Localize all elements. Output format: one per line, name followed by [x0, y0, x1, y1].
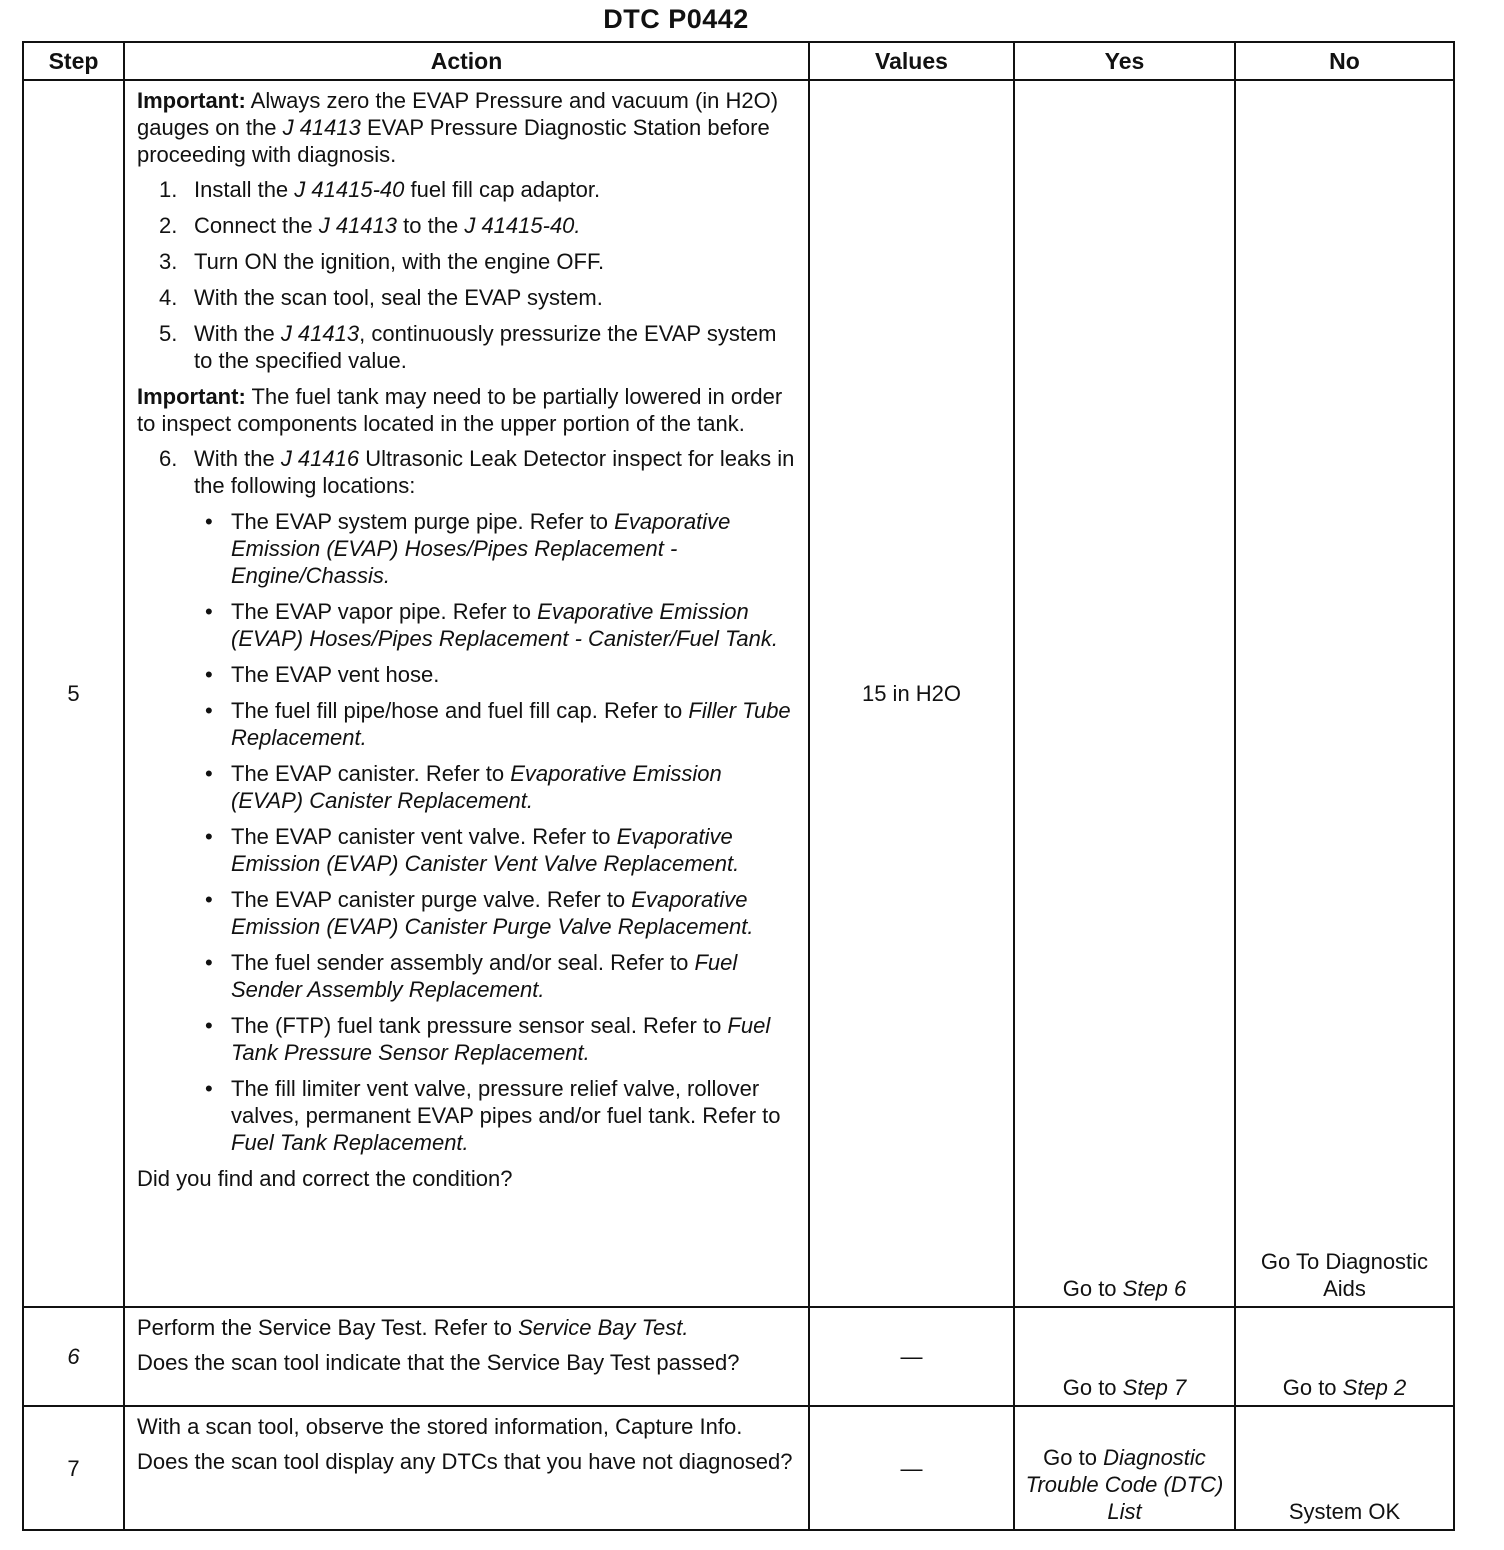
- note-text: Always zero the EVAP Pressure and vacuum (in H2O) gauges on the: [137, 88, 779, 140]
- important-note: [137, 87, 798, 168]
- procedure-ref: Evaporative Emission (EVAP) Canister Replacement.: [231, 761, 722, 813]
- item-text: With the J 41413, continuously pressurize the EVAP system to the specified value.: [194, 321, 777, 373]
- table-row: [23, 1406, 1454, 1530]
- procedure-ref: Fuel Tank Replacement.: [231, 1130, 469, 1155]
- item-number: 6.: [159, 446, 178, 471]
- important-label: Important:: [137, 88, 246, 113]
- bullet-item: • The EVAP vapor pipe. Refer to Evaporative Emission (EVAP) Hoses/Pipes Replacement - Canister/Fuel Tank.: [195, 598, 798, 652]
- bullet-icon: •: [205, 887, 213, 912]
- important-label: Important:: [137, 384, 246, 409]
- yes-cell: Go to Step 7: [1014, 1307, 1235, 1406]
- procedure-ref: Evaporative Emission (EVAP) Canister Purge Valve Replacement.: [231, 887, 754, 939]
- procedure-ref: Filler Tube Replacement.: [231, 698, 791, 750]
- procedure-ref: Fuel Tank Pressure Sensor Replacement.: [231, 1013, 771, 1065]
- page-title: DTC P0442: [603, 4, 749, 34]
- tool-ref: J 41413: [280, 321, 360, 346]
- header-row: [23, 42, 1454, 80]
- item-number: 3.: [159, 249, 178, 274]
- item-number: 1.: [159, 177, 178, 202]
- no-cell[interactable]: Go To Diagnostic Aids: [1235, 80, 1454, 1307]
- table-row: [23, 80, 1454, 1307]
- header-action: Action: [124, 42, 809, 80]
- value-cell: —: [809, 1307, 1014, 1406]
- bullet-icon: •: [205, 1076, 213, 1101]
- bullet-icon: •: [205, 599, 213, 624]
- bullet-item: • The EVAP system purge pipe. Refer to Evaporative Emission (EVAP) Hoses/Pipes Replacement - Engine/Chassis.: [195, 508, 798, 589]
- bullet-item: • The EVAP vent hose.: [195, 661, 798, 688]
- yes-cell: Go to Diagnostic Trouble Code (DTC) List: [1014, 1406, 1235, 1530]
- bullet-icon: •: [205, 662, 213, 687]
- list-item: [159, 320, 798, 374]
- bullet-icon: •: [205, 824, 213, 849]
- tool-ref: J 41413: [282, 115, 361, 140]
- header-yes: Yes: [1014, 42, 1235, 80]
- diagnostic-table: [22, 41, 1455, 1531]
- header-values: Values: [809, 42, 1014, 80]
- tool-ref: J 41416: [280, 446, 360, 471]
- procedure-ref: Service Bay Test.: [518, 1315, 689, 1340]
- bullet-icon: •: [205, 950, 213, 975]
- procedure-ref: Evaporative Emission (EVAP) Canister Vent Valve Replacement.: [231, 824, 740, 876]
- list-item: [159, 284, 798, 311]
- bullet-icon: •: [205, 698, 213, 723]
- item-text: With the scan tool, seal the EVAP system.: [194, 285, 603, 310]
- action-text: With a scan tool, observe the stored information, Capture Info.: [137, 1414, 743, 1439]
- note-text: The fuel tank may need to be partially lowered in order to inspect components located in the upper portion of the tank.: [137, 384, 783, 436]
- action-cell: [124, 1307, 809, 1406]
- bullet-item: • The EVAP canister. Refer to Evaporative Emission (EVAP) Canister Replacement.: [195, 760, 798, 814]
- header-step: Step: [23, 42, 124, 80]
- step-link[interactable]: Step 2: [1342, 1375, 1407, 1400]
- question-text: Does the scan tool indicate that the Service Bay Test passed?: [137, 1350, 740, 1375]
- no-cell: System OK: [1235, 1406, 1454, 1530]
- value-cell: —: [809, 1406, 1014, 1530]
- bullet-item: • The fuel fill pipe/hose and fuel fill cap. Refer to Filler Tube Replacement.: [195, 697, 798, 751]
- procedure-ref: Evaporative Emission (EVAP) Hoses/Pipes Replacement - Canister/Fuel Tank.: [231, 599, 778, 651]
- item-text: Connect the J 41413 to the J 41415-40.: [194, 213, 581, 238]
- item-number: 5.: [159, 321, 178, 346]
- list-item: [159, 212, 798, 239]
- bullet-item: • The (FTP) fuel tank pressure sensor seal. Refer to Fuel Tank Pressure Sensor Replacement.: [195, 1012, 798, 1066]
- item-text: Turn ON the ignition, with the engine OFF.: [194, 249, 605, 274]
- table-row: [23, 1307, 1454, 1406]
- step-number: 5: [23, 80, 124, 1307]
- tool-ref: J 41415-40: [294, 177, 405, 202]
- step-number: 6: [23, 1307, 124, 1406]
- bullet-item: • The fill limiter vent valve, pressure relief valve, rollover valves, permanent EVAP pipes and/or fuel tank. Refer to Fuel Tank Replacement.: [195, 1075, 798, 1156]
- question-text: Does the scan tool display any DTCs that you have not diagnosed?: [137, 1449, 793, 1474]
- dtc-list-link[interactable]: Diagnostic Trouble Code (DTC) List: [1025, 1445, 1224, 1524]
- procedure-ref: Fuel Sender Assembly Replacement.: [231, 950, 738, 1002]
- item-text: Install the J 41415-40 fuel fill cap adaptor.: [194, 177, 601, 202]
- item-number: 2.: [159, 213, 178, 238]
- no-cell: Go to Step 2: [1235, 1307, 1454, 1406]
- procedure-ref: Evaporative Emission (EVAP) Hoses/Pipes Replacement - Engine/Chassis.: [231, 509, 731, 588]
- item-number: 4.: [159, 285, 178, 310]
- step-link[interactable]: Step 7: [1122, 1375, 1187, 1400]
- list-item: [159, 176, 798, 203]
- header-no: No: [1235, 42, 1454, 80]
- bullet-icon: •: [205, 1013, 213, 1038]
- value-cell: 15 in H2O: [809, 80, 1014, 1307]
- action-cell: [124, 1406, 809, 1530]
- question-text: Did you find and correct the condition?: [137, 1166, 513, 1191]
- action-text: Perform the Service Bay Test. Refer to Service Bay Test.: [137, 1315, 689, 1340]
- bullet-item: • The EVAP canister purge valve. Refer to Evaporative Emission (EVAP) Canister Purge Valve Replacement.: [195, 886, 798, 940]
- action-cell: [124, 80, 809, 1307]
- bullet-icon: •: [205, 761, 213, 786]
- bullet-item: • The fuel sender assembly and/or seal. Refer to Fuel Sender Assembly Replacement.: [195, 949, 798, 1003]
- list-item: [159, 445, 798, 499]
- yes-cell: Go to Step 6: [1014, 80, 1235, 1307]
- bullet-icon: •: [205, 509, 213, 534]
- note-text: EVAP Pressure Diagnostic Station before proceeding with diagnosis.: [137, 115, 770, 167]
- item-text: With the J 41416 Ultrasonic Leak Detector inspect for leaks in the following locations:: [194, 446, 795, 498]
- bullet-item: • The EVAP canister vent valve. Refer to Evaporative Emission (EVAP) Canister Vent Valve Replacement.: [195, 823, 798, 877]
- list-item: [159, 248, 798, 275]
- step-number: 7: [23, 1406, 124, 1530]
- tool-ref: J 41413: [318, 213, 398, 238]
- important-note: [137, 383, 798, 437]
- step-link[interactable]: Step 6: [1122, 1276, 1187, 1301]
- tool-ref: J 41415-40.: [464, 213, 581, 238]
